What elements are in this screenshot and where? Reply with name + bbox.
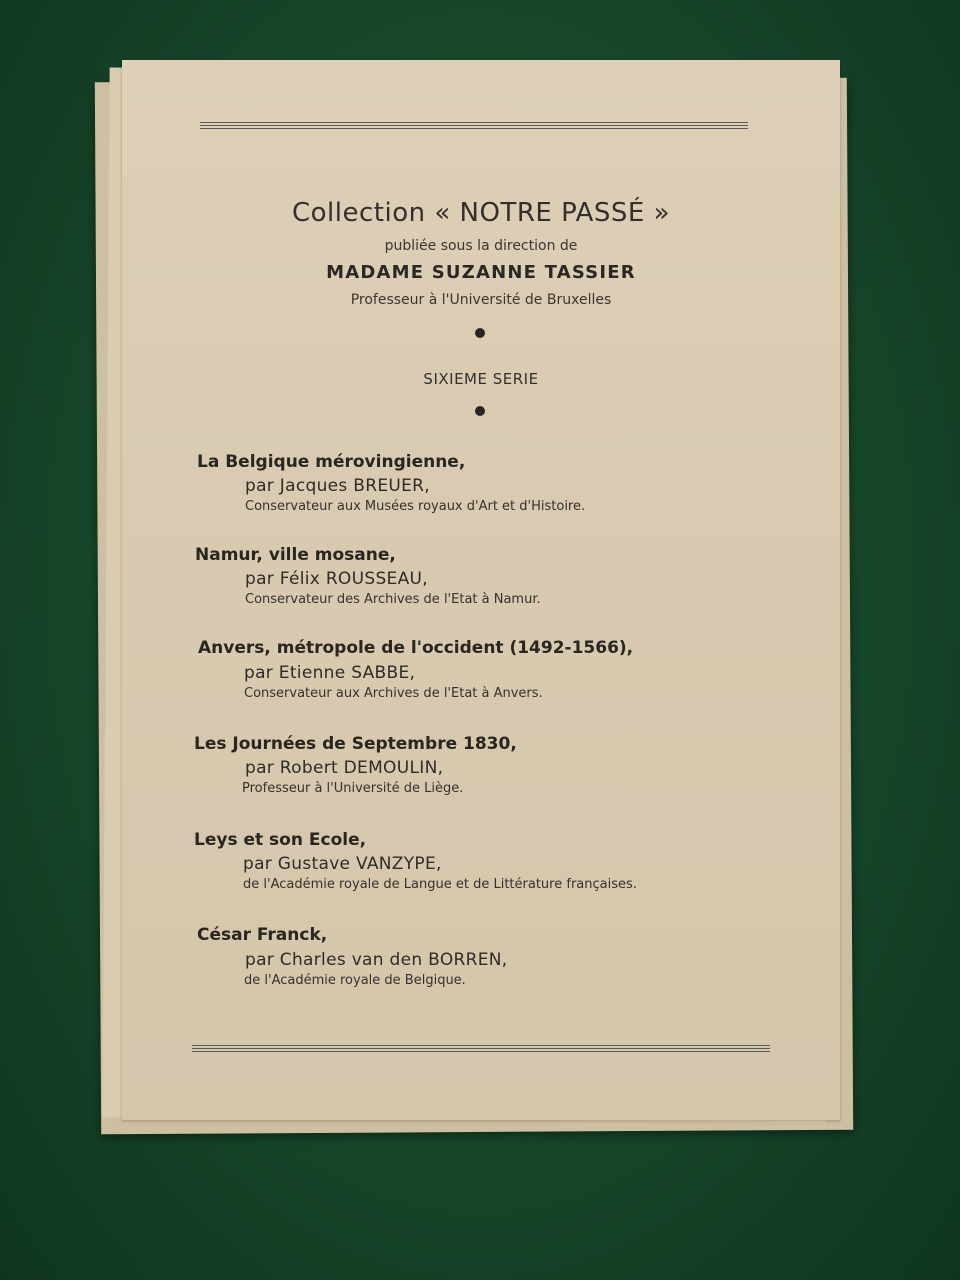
bullet-dot-icon (475, 406, 485, 416)
book-title: Leys et son Ecole, (194, 830, 367, 850)
bullet-dot-icon (475, 328, 485, 338)
author-role: de l'Académie royale de Belgique. (244, 973, 466, 988)
book-title: Les Journées de Septembre 1830, (194, 734, 517, 754)
series-label: SIXIEME SERIE (423, 370, 539, 388)
book-title: César Franck, (197, 925, 328, 945)
book-author: par Charles van den BORREN, (245, 950, 508, 970)
book-title: Anvers, métropole de l'occident (1492-1566), (198, 638, 634, 658)
author-role: Conservateur aux Musées royaux d'Art et d'Histoire. (245, 499, 586, 514)
book-author: par Jacques BREUER, (245, 476, 430, 496)
book-author: par Robert DEMOULIN, (245, 758, 444, 778)
author-role: Professeur à l'Université de Liège. (242, 781, 464, 796)
director-affiliation: Professeur à l'Université de Bruxelles (350, 292, 612, 308)
bottom-decorative-rule (192, 1045, 770, 1054)
collection-director: MADAME SUZANNE TASSIER (326, 262, 636, 283)
book-author: par Félix ROUSSEAU, (245, 569, 428, 589)
book-back-cover (122, 60, 840, 1120)
author-role: Conservateur des Archives de l'Etat à Namur. (245, 592, 541, 607)
book-author: par Etienne SABBE, (244, 663, 416, 683)
book-title: Namur, ville mosane, (195, 545, 396, 565)
top-decorative-rule (200, 122, 748, 131)
collection-title: Collection « NOTRE PASSÉ » (291, 198, 670, 228)
collection-subtitle: publiée sous la direction de (384, 238, 578, 254)
author-role: Conservateur aux Archives de l'Etat à Anvers. (244, 686, 543, 701)
book-title: La Belgique mérovingienne, (197, 452, 466, 472)
author-role: de l'Académie royale de Langue et de Littérature françaises. (243, 877, 637, 892)
book-author: par Gustave VANZYPE, (243, 854, 442, 874)
